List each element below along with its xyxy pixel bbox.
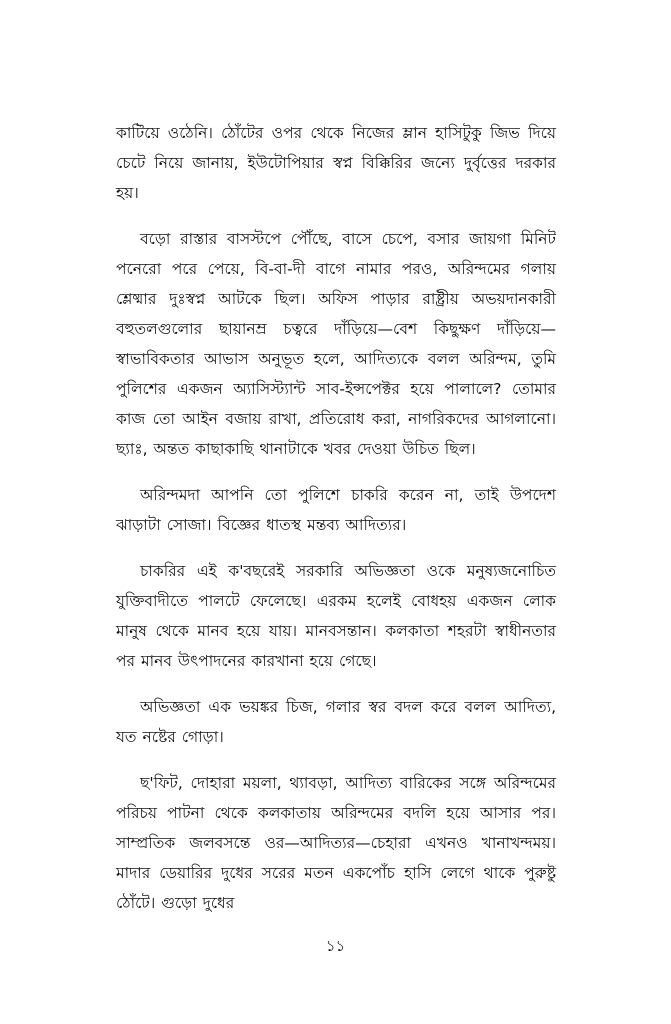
- paragraph: বড়ো রাস্তার বাসস্টপে পৌঁছে, বাসে চেপে, বসার জায়গা মিনিট পনেরো পরে পেয়ে, বি-বা-দী বাগে নামার পরও, অরিন্দমের গলায় শ্লেষ্মার দুঃস্বপ্ন আটকে ছিল। অফিস পাড়ার রাষ্ট্রীয় অভয়দানকারী বহুতলগুলোর ছায়ানম্র চত্বরে দাঁড়িয়ে—বেশ কিছুক্ষণ দাঁড়িয়ে—স্বাভাবিকতার আভাস অনুভূত হলে, আদিত্যকে বলল অরিন্দম, তুমি পুলিশের একজন অ্যাসিস্ট্যান্ট সাব-ইন্সপেক্টর হয়ে পালালে? তোমার কাজ তো আইন বজায় রাখা, প্রতিরোধ করা, নাগরিকদের আগলানো। ছ্যাঃ, অন্তত কাছাকাছি থানাটাকে খবর দেওয়া উচিত ছিল।: [116, 230, 556, 458]
- paragraph: অভিজ্ঞতা এক ভয়ঙ্কর চিজ, গলার স্বর বদল করে বলল আদিত্য, যত নষ্টের গোড়া।: [116, 698, 556, 746]
- paragraph-continued: কাটিয়ে ওঠেনি। ঠোঁটের ওপর থেকে নিজের ম্লান হাসিটুকু জিভ দিয়ে চেটে নিয়ে জানায়, ইউটোপিয়ার স্বপ্ন বিক্কিরির জন্যে দুর্বৃত্তের দরকার হয়।: [116, 124, 556, 202]
- paragraph: চাকরির এই ক'বছরেই সরকারি অভিজ্ঞতা ওকে মনুষ্যজনোচিত যুক্তিবাদীতে পালটে ফেলেছে। এরকম হলেই বোধহয় একজন লোক মানুষ থেকে মানব হয়ে যায়। মানবসন্তান। কলকাতা শহরটা স্বাধীনতার পর মানব উৎপাদনের কারখানা হয়ে গেছে।: [116, 562, 556, 670]
- body-text: [116, 118, 556, 934]
- paragraph: অরিন্দমদা আপনি তো পুলিশে চাকরি করেন না, তাই উপদেশ ঝাড়াটা সোজা। বিজ্ঞের ধাতস্থ মন্তব্য আদিত্যর।: [116, 486, 556, 534]
- paragraph: ছ'ফিট, দোহারা ময়লা, থ্যাবড়া, আদিত্য বারিকের সঙ্গে অরিন্দমের পরিচয় পাটনা থেকে কলকাতায় অরিন্দমের বদলি হয়ে আসার পর। সাম্প্রতিক জলবসন্তে ওর—আদিত্যর—চেহারা এখনও খানাখন্দময়। মাদার ডেয়ারির দুধের সরের মতন একপোঁচ হাসি লেগে থাকে পুরুষ্টু ঠোঁটে। গুড়ো দুধের: [116, 774, 556, 912]
- page-number: ১১: [325, 937, 346, 955]
